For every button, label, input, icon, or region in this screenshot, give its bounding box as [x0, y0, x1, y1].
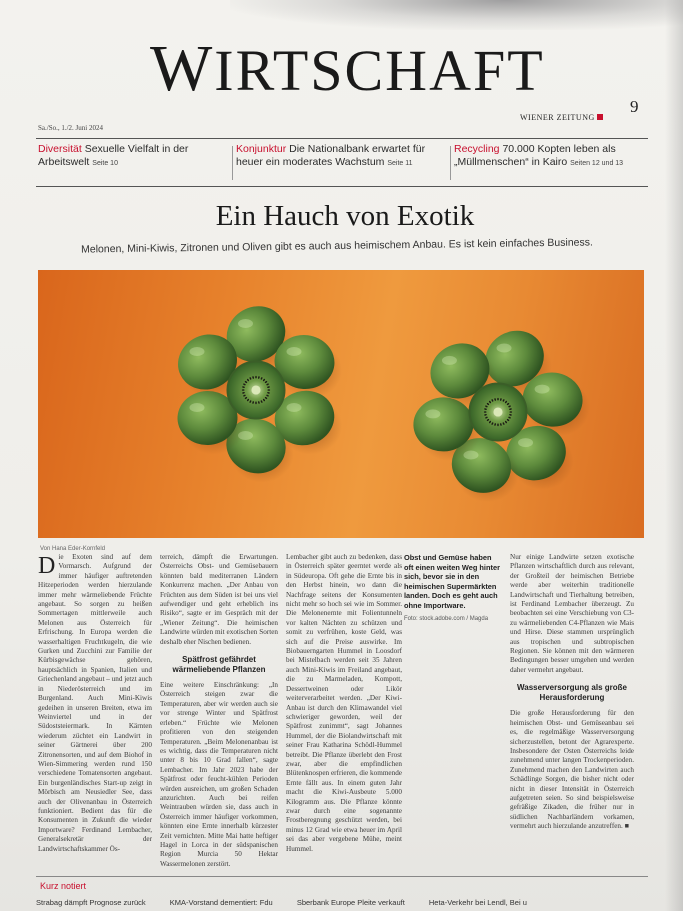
- teaser-divider: [450, 146, 451, 180]
- teaser-kicker: Recycling: [454, 143, 500, 155]
- photo-credit: Foto: stock.adobe.com / Magda: [404, 615, 489, 622]
- subhead-wasserversorgung: Wasserversorgung als große Herausforderung: [517, 683, 627, 703]
- article-column-3: [286, 553, 402, 871]
- teaser-divider: [232, 146, 233, 180]
- page-edge-shadow: [665, 0, 683, 911]
- teaser-rule: [36, 186, 648, 187]
- article-headline: Ein Hauch von Exotik: [215, 200, 475, 232]
- teaser-diversity[interactable]: [38, 143, 228, 170]
- photo-caption-box: [404, 553, 502, 663]
- article-column-1: [38, 553, 152, 871]
- teaser-text: 70.000 Kopten leben als „Müllmenschen“ in Kairo: [454, 143, 616, 168]
- news-briefs-strip: [36, 898, 656, 907]
- column-5-text-b: Die große Herausforderung für den heimischen Obst- und Gemüseanbau sei es, die regelmäßige Wasserversorgung sicherzustellen, betont der Agrarexperte. Insbesondere der Osten Österreichs leide zunehmend unter langen Trockenperioden. Zunehmend machen den Landwirten auch Schädlinge Sorgen, die bisher nicht oder nicht in dieser Intensität in Österreich aufgetreten seien. So sind beispielsweise gefräßige Zikaden, die früher nur in südlichen Nachbarländern vorkamen, vermehrt auch hierzulande anzutreffen. ■: [510, 709, 634, 831]
- page-fold-shadow: [230, 0, 683, 30]
- column-2-text: terreich, dämpft die Erwartungen. Österreichs Obst- und Gemüsebauern könnten bald mediterranen Ländern Konkurrenz machen. „Der Anbau von Früchten aus dem Süden ist bei uns viel aufwendiger und geht erheblich ins Risiko“, sagte er im Gespräch mit der „Wiener Zeitung“. Die heimischen Landwirte würden mit exotischen Sorten deshalb eher Nischen bedienen.: [160, 553, 278, 646]
- kiwi-cross-section: [470, 384, 527, 441]
- masthead-initial: W: [150, 32, 215, 105]
- teaser-text: Sexuelle Vielfalt in der Arbeitswelt: [38, 143, 189, 168]
- article-column-2: [160, 553, 278, 871]
- page-number: 9: [630, 97, 639, 116]
- teaser-kicker: Konjunktur: [236, 143, 287, 155]
- kiwi-cross-section: [228, 362, 285, 419]
- section-masthead: [150, 32, 545, 105]
- column-3-text: Lembacher gibt auch zu bedenken, dass in Österreich später geerntet werde als in Südeuropa. Oft gehe die Ernte bis in den Herbst hinein, wo dann die Nachfrage seitens der Konsumenten nicht mehr so hoch sei wie im Sommer. Die Melonenernte mit Folientunneln vor kalten Nächten zu schützen und somit zu verfrühen, koste Geld, was sich auf die Preise auswirke. Im Biobauerngarten Hummel in Loosdorf bei Mistelbach werden seit 35 Jahren auch Mini-Kiwis im Freiland angebaut, die zu Marmeladen, Kompott, Dessertweinen oder Likör weiterverarbeitet werden. „Der Kiwi-Anbau ist durch den Klimawandel viel schwieriger geworden, weil der Spätfrost zunimmt“, sagt Johannes Hummel, der die Biolandwirtschaft mit seiner Frau Katharina Schödl-Hummel betreibt. Die Pflanze überlebt den Frost zwar, aber die empfindlichen Blütenknospen erfrieren, die kommende Ernte fällt aus. In einem guten Jahr macht die Kiwi-Ausbeute 5.000 Kilogramm aus. Die Pflanze könnte zwar durch eine sogenannte Frostberegnung geschützt werden, bei minus 12 Grad wie etwa heuer im April sei das aber vergebene Mühe, meint Hummel.: [286, 553, 402, 853]
- masthead-rule: [36, 138, 648, 139]
- footer-rule: [36, 876, 648, 877]
- article-column-5: [510, 553, 634, 871]
- teaser-page: Seite 10: [92, 160, 118, 167]
- teaser-text: Die Nationalbank erwartet für heuer ein moderates Wachstum: [236, 143, 426, 168]
- subhead-spaetfrost: Spätfrost gefährdet wärmeliebende Pflanzen: [172, 655, 266, 675]
- logo-square-icon: [597, 114, 603, 120]
- drop-cap: D: [38, 553, 56, 579]
- news-brief[interactable]: KMA-Vorstand dementiert: Fdu: [169, 898, 273, 907]
- teaser-page: Seite 11: [387, 160, 413, 167]
- news-brief[interactable]: Strabag dämpft Prognose zurück: [36, 898, 146, 907]
- photo-caption: Obst und Gemüse haben oft einen weiten Weg hinter sich, bevor sie in den heimischen Supermärkten landen. Doch es geht auch ohne Importware.: [404, 553, 500, 610]
- kiwi-arrangement-image: [38, 270, 644, 538]
- column-1-text: ie Exoten sind auf dem Vormarsch. Aufgrund der immer häufiger auftretenden Hitzeperioden werden hierzulande immer mehr wärmeliebende Früchte angebaut. So sorgen zu heißen Sommertagen mittlerweile auch Melonen aus Österreich für Erfrischung. In Europa werden die wasserhaltigen Fruchtkugeln, die wie Gurken und Zucchini zur Familie der Kürbisgewächse gehören, hauptsächlich in Spanien, Italien und Griechenland angebaut – und jetzt auch in Niederösterreich und im Burgenland. Auch Mini-Kiwis gedeihen in unseren Breiten, etwa im Weinviertel und in der Südoststeiermark. In Kärnten wiederum züchtet ein Landwirt in seiner Gärtnerei über 200 Zitronensorten, und auf dem Biohof in Wien-Simmering werden rund 150 verschiedene Tomatensorten angebaut. Ein burgenländisches Start-up zeigt in Mörbisch am Neusiedler See, dass auch der Olivenanbau in Österreich funktioniert. Bedient das für die Konsumenten in Zukunft die wieder Importware? Ferdinand Lembacher, Generalsekretär der Landwirtschaftskammer Ös-: [38, 553, 152, 853]
- teaser-page: Seiten 12 und 13: [570, 160, 624, 167]
- issue-date: Sa./So., 1./2. Juni 2024: [38, 124, 103, 132]
- article-subheadline: Melonen, Mini-Kiwis, Zitronen und Oliven gibt es auch aus heimischem Anbau. Es ist kein einfaches Business.: [81, 236, 593, 256]
- column-2-text-b: Eine weitere Einschränkung: „In Österreich steigen zwar die Temperaturen, aber wir werden auch sie vor strenge Winter und Spätfrost erleben.“ Früchte wie Melonen profitieren von den steigenden Temperaturen. „Beim Melonenanbau ist es wichtig, dass die Temperaturen nicht unter 8 bis 10 Grad fallen“, sagte Lembacher. Im Jahr 2023 habe der Spätfrost oder feucht-kühlen Perioden würden ausreichen, um großen Schaden anzurichten. Auch bei reifen Weintrauben würden sie, dass auch in Österreich immer häufiger vorkommen, könnten eine Ernte innerhalb kürzester Zeit vernichten. Mitte Mai hatte heftiger Hagel in Lorca in der südspanischen Region Murcia 50 Hektar Wassermelonen zerstört.: [160, 681, 278, 868]
- kurz-notiert-label: Kurz notiert: [40, 881, 87, 891]
- news-brief[interactable]: Sberbank Europe Pleite verkauft: [296, 898, 405, 907]
- column-5-text: Nur einige Landwirte setzen exotische Pflanzen wirtschaftlich durch aus relevant, der Großteil der heimischen Betriebe werde aber weiterhin traditionelle Landwirtschaft und Tierhaltung betreiben, ist Ferdinand Lembacher überzeugt. Zu beobachten sei eine Verschiebung von C3- zu wärmeliebenden C4-Pflanzen wie Mais und Hirse. Diese stammen ursprünglich aus tropischen und subtropischen Regionen. Sie können mit den wärmeren Bedingungen besser umgehen und werden daher vermehrt angebaut.: [510, 553, 634, 674]
- publisher-logo: [520, 113, 603, 122]
- teaser-bar: [38, 143, 650, 183]
- news-brief[interactable]: Heta-Verkehr bei Lendl, Bei u: [428, 898, 527, 907]
- teaser-recycling[interactable]: [454, 143, 654, 170]
- teaser-economy[interactable]: [236, 143, 446, 170]
- publisher-name: WIENER ZEITUNG: [520, 113, 595, 122]
- teaser-kicker: Diversität: [38, 143, 82, 155]
- article-photo-kiwis: [38, 270, 644, 538]
- photo-byline: Von Hana Eder-Kornfeld: [40, 546, 106, 552]
- masthead-rest: IRTSCHAFT: [214, 38, 545, 103]
